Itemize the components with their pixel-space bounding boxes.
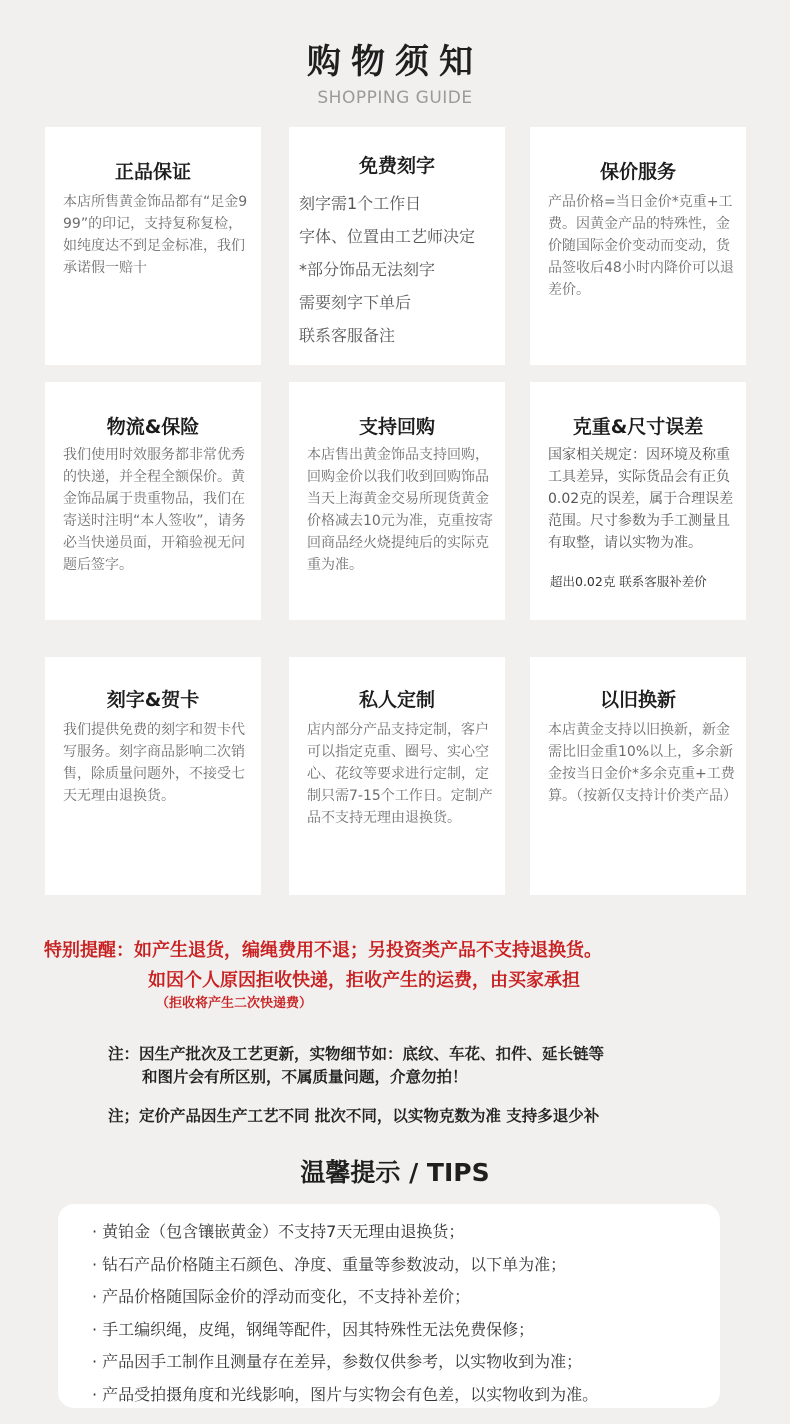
card-buyback xyxy=(289,382,505,620)
card-price-protection xyxy=(530,127,746,365)
card-engraving-greeting xyxy=(45,657,261,895)
card-custom xyxy=(289,657,505,895)
card-body: 国家相关规定：因环境及称重工具差异，实际货品会有正负0.02克的误差，属于合理误差范围。尺寸参数为手工测量且有取整，请以实物为准。 xyxy=(548,447,734,551)
production-note-cont: 和图片会有所区别，不属质量问题，介意勿拍！ xyxy=(142,1068,468,1086)
card-title: 克重&尺寸误差 xyxy=(572,416,704,438)
card-body-list xyxy=(299,187,501,352)
tips-title: 温馨提示 / TIPS xyxy=(300,1158,490,1187)
card-title: 正品保证 xyxy=(114,161,191,183)
card-title: 支持回购 xyxy=(358,416,435,438)
card-title: 免费刻字 xyxy=(358,155,435,177)
card-body: 本店所售黄金饰品都有“足金999”的印记，支持复称复检，如纯度达不到足金标准，我们承诺假一赔十 xyxy=(63,194,248,276)
card-title: 物流&保险 xyxy=(106,416,200,438)
page-title: 购物须知 xyxy=(307,42,483,82)
list-item: 需要刻字下单后 xyxy=(299,293,412,312)
card-title: 私人定制 xyxy=(358,689,435,711)
card-trade-in xyxy=(530,657,746,895)
card-body: 店内部分产品支持定制，客户可以指定克重、圈号、实心空心、花纹等要求进行定制，定制只需7-15个工作日。定制产品不支持无理由退换货。 xyxy=(307,722,493,826)
list-item: 刻字需1个工作日 xyxy=(299,194,422,213)
list-item: *部分饰品无法刻字 xyxy=(299,260,436,279)
list-item: 字体、位置由工艺师决定 xyxy=(299,227,476,246)
tip-item: · 产品受拍摄角度和光线影响，图片与实物会有色差，以实物收到为准。 xyxy=(92,1384,599,1404)
tips-box xyxy=(58,1204,720,1408)
card-body: 我们提供免费的刻字和贺卡代写服务。刻字商品影响二次销售，除质量问题外，不接受七天无理由退换货。 xyxy=(63,722,245,804)
card-body: 产品价格=当日金价*克重+工费。因黄金产品的特殊性，金价随国际金价变动而变动，货品签收后48小时内降价可以退差价。 xyxy=(548,194,734,298)
card-body: 本店黄金支持以旧换新，新金需比旧金重10%以上，多余新金按当日金价*多余克重+工费算。（按新仅支持计价类产品） xyxy=(548,722,737,804)
card-note: 超出0.02克 联系客服补差价 xyxy=(550,574,707,589)
tip-item: · 产品因手工制作且测量存在差异，参数仅供参考，以实物收到为准； xyxy=(92,1352,583,1371)
card-weight-error xyxy=(530,382,746,620)
tip-item: · 黄铂金（包含镶嵌黄金）不支持7天无理由退换货； xyxy=(92,1222,465,1241)
card-body: 本店售出黄金饰品支持回购，回购金价以我们收到回购饰品当天上海黄金交易所现货黄金价格减去10元为准，克重按寄回商品经火烧提纯后的实际克重为准。 xyxy=(307,447,493,573)
tip-item: · 产品价格随国际金价的浮动而变化，不支持补差价； xyxy=(92,1287,471,1306)
pricing-note: 注；定价产品因生产工艺不同 批次不同，以实物克数为准 支持多退少补 xyxy=(108,1107,600,1125)
refusal-notice: 如因个人原因拒收快递，拒收产生的运费，由买家承担 xyxy=(148,970,580,991)
card-title: 刻字&贺卡 xyxy=(106,689,200,711)
card-title: 以旧换新 xyxy=(599,689,676,711)
card-authentic xyxy=(45,127,261,365)
card-logistics xyxy=(45,382,261,620)
list-item: 联系客服备注 xyxy=(299,326,396,345)
card-title: 保价服务 xyxy=(599,161,676,183)
tip-item: · 钻石产品价格随主石颜色、净度、重量等参数波动，以下单为准； xyxy=(92,1254,567,1274)
refusal-subnote: （拒收将产生二次快递费） xyxy=(156,996,313,1011)
special-reminder: 特别提醒：如产生退货，编绳费用不退；另投资类产品不支持退换货。 xyxy=(44,940,602,961)
card-body: 我们使用时效服务都非常优秀的快递，并全程全额保价。黄金饰品属于贵重物品，我们在寄送时注明“本人签收”，请务必当快递员面，开箱验视无问题后签字。 xyxy=(63,447,246,573)
production-note: 注：因生产批次及工艺更新，实物细节如：底纹、车花、扣件、延长链等 xyxy=(108,1045,605,1063)
tip-item: · 手工编织绳，皮绳，钢绳等配件，因其特殊性无法免费保修； xyxy=(92,1319,535,1339)
card-engraving xyxy=(289,127,505,365)
page-subtitle: SHOPPING GUIDE xyxy=(317,88,473,108)
